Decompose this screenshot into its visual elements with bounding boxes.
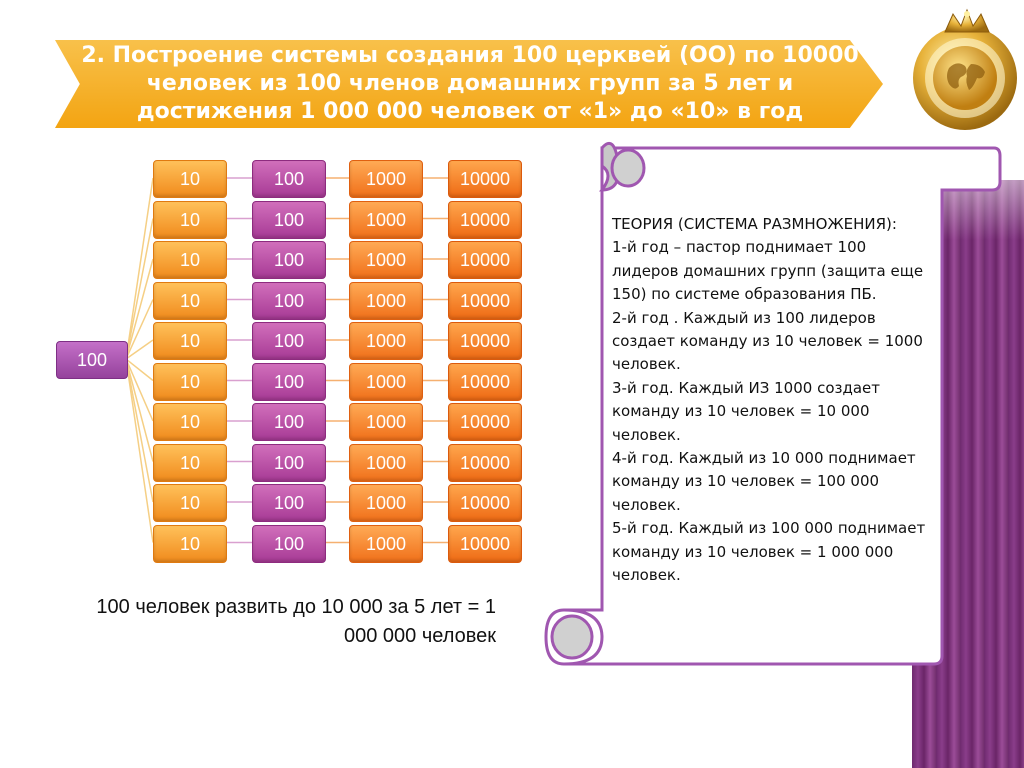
node-100: 100: [252, 201, 326, 239]
node-1000: 1000: [349, 241, 423, 279]
node-1000: 1000: [349, 444, 423, 482]
node-100: 100: [252, 525, 326, 563]
node-10000: 10000: [448, 322, 522, 360]
connector-line: [126, 359, 153, 502]
node-1000: 1000: [349, 282, 423, 320]
node-1000: 1000: [349, 403, 423, 441]
node-100: 100: [252, 322, 326, 360]
node-1000: 1000: [349, 363, 423, 401]
node-10: 10: [153, 444, 227, 482]
page-title: 2. Построение системы создания 100 церквей (ОО) по 10000 человек из 100 членов домашних групп за 5 лет и достижения 1 000 000 человек от «1» до «10» в год: [81, 43, 859, 124]
node-10: 10: [153, 484, 227, 522]
node-10: 10: [153, 322, 227, 360]
caption-text: 100 человек развить до 10 000 за 5 лет = 1 000 000 человек: [96, 596, 496, 647]
node-10: 10: [153, 241, 227, 279]
node-1000: 1000: [349, 201, 423, 239]
node-10000: 10000: [448, 525, 522, 563]
theory-item: 4-й год. Каждый из 10 000 поднимает команду из 10 человек = 100 000 человек.: [612, 449, 916, 514]
connector-line: [126, 359, 153, 543]
node-10: 10: [153, 160, 227, 198]
node-1000: 1000: [349, 160, 423, 198]
node-1000: 1000: [349, 525, 423, 563]
node-10: 10: [153, 282, 227, 320]
node-10000: 10000: [448, 241, 522, 279]
node-100: 100: [252, 363, 326, 401]
theory-text: [612, 213, 934, 588]
node-10: 10: [153, 363, 227, 401]
theory-item: 1-й год – пастор поднимает 100 лидеров домашних групп (защита еще 150) по системе образования ПБ.: [612, 238, 924, 304]
node-10: 10: [153, 201, 227, 239]
node-10: 10: [153, 403, 227, 441]
node-10: 10: [153, 525, 227, 563]
connector-line: [126, 219, 153, 360]
node-100: 100: [252, 444, 326, 482]
node-100: 100: [252, 282, 326, 320]
node-10000: 10000: [448, 484, 522, 522]
node-10000: 10000: [448, 160, 522, 198]
connector-line: [126, 178, 153, 359]
theory-item: 3-й год. Каждый ИЗ 1000 создает команду из 10 человек = 10 000 человек.: [612, 378, 881, 444]
node-10000: 10000: [448, 403, 522, 441]
node-10000: 10000: [448, 282, 522, 320]
root-node: 100: [56, 341, 128, 379]
node-10000: 10000: [448, 201, 522, 239]
node-1000: 1000: [349, 484, 423, 522]
node-100: 100: [252, 484, 326, 522]
node-1000: 1000: [349, 322, 423, 360]
theory-heading: ТЕОРИЯ (СИСТЕМА РАЗМНОЖЕНИЯ):: [612, 215, 897, 233]
node-100: 100: [252, 403, 326, 441]
node-100: 100: [252, 241, 326, 279]
theory-item: 2-й год . Каждый из 100 лидеров создает команду из 10 человек = 1000 человек.: [612, 308, 923, 374]
node-10000: 10000: [448, 363, 522, 401]
node-100: 100: [252, 160, 326, 198]
theory-item: 5-й год. Каждый из 100 000 поднимает команду из 10 человек = 1 000 000 человек.: [612, 519, 926, 585]
node-10000: 10000: [448, 444, 522, 482]
